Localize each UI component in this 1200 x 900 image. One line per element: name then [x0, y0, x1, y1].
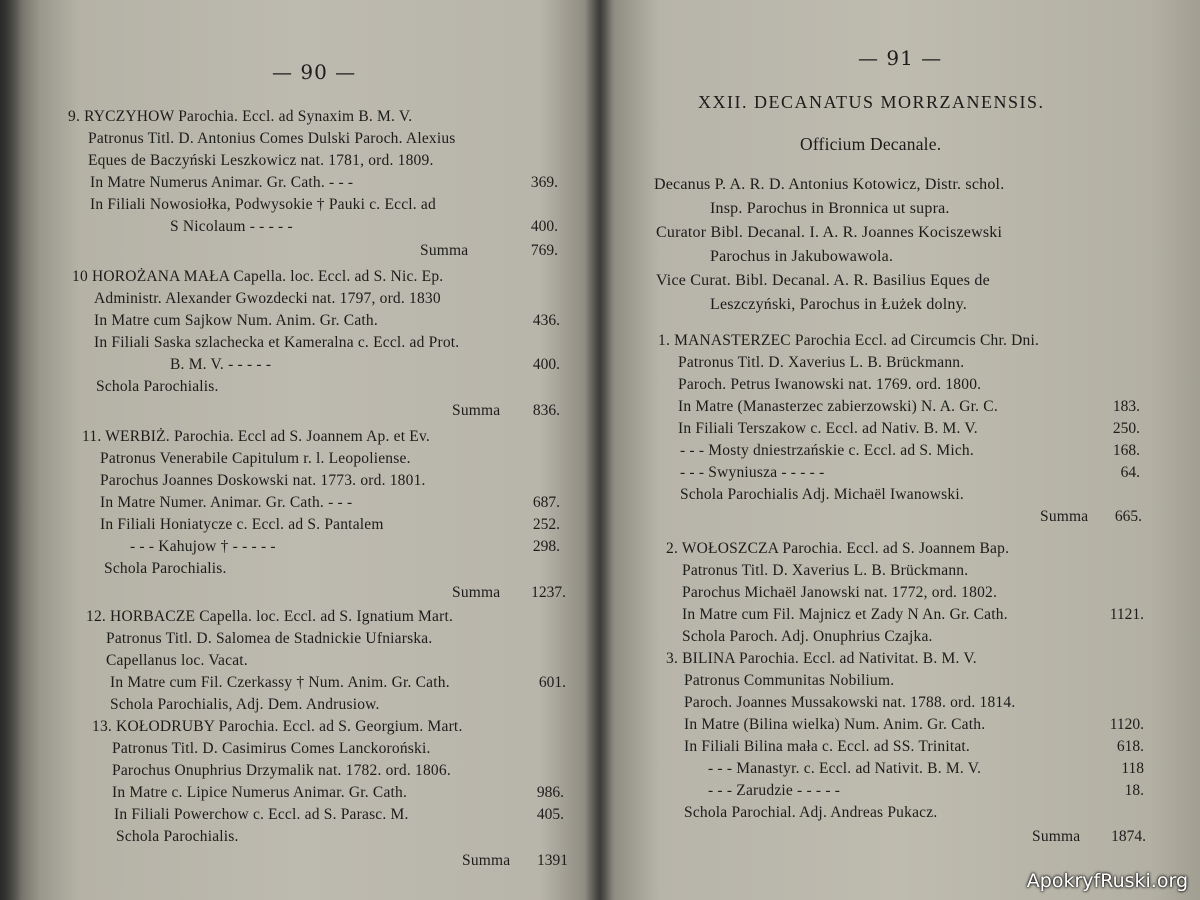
- text-line: Administr. Alexander Gwozdecki nat. 1797, ord. 1830: [94, 290, 441, 307]
- section-heading: XXII. DECANATUS MORRZANENSIS.: [698, 92, 1045, 112]
- text-value: 601.: [538, 674, 566, 691]
- text-line: Patronus Titl. D. Antonius Comes Dulski Paroch. Alexius: [88, 130, 456, 147]
- summa-value: 665.: [1114, 508, 1142, 525]
- text-line: Decanus P. A. R. D. Antonius Kotowicz, Distr. schol.: [654, 176, 1005, 193]
- text-line: Parochus Joannes Doskowski nat. 1773. ord. 1801.: [100, 472, 426, 489]
- summa-value: 769.: [530, 242, 558, 259]
- text-line: - - - Kahujow † - - - - -: [130, 538, 276, 555]
- text-line: - - - Manastyr. c. Eccl. ad Nativit. B. M. V.: [708, 760, 982, 777]
- text-line: 12. HORBACZE Capella. loc. Eccl. ad S. Ignatium Mart.: [86, 608, 454, 625]
- summa-label: Summa: [452, 584, 501, 601]
- summa-value: 1391: [537, 852, 568, 869]
- text-line: B. M. V. - - - - -: [170, 356, 272, 373]
- text-line: Parochus Onuphrius Drzymalik nat. 1782. ord. 1806.: [112, 762, 451, 779]
- text-value: 64.: [1120, 464, 1140, 481]
- text-line: Schola Parochialis.: [116, 828, 239, 845]
- right-page: [600, 0, 1200, 900]
- text-line: Parochus in Jakubowawola.: [710, 248, 894, 265]
- text-line: 10 HOROŻANA MAŁA Capella. loc. Eccl. ad S. Nic. Ep.: [72, 268, 444, 285]
- text-line: Patronus Titl. D. Xaverius L. B. Brückmann.: [682, 562, 969, 579]
- summa-value: 1237.: [531, 584, 566, 601]
- text-line: Parochus Michaël Janowski nat. 1772, ord. 1802.: [682, 584, 998, 601]
- text-value: 687.: [532, 494, 560, 511]
- text-value: 168.: [1112, 442, 1140, 459]
- summa-value: 1874.: [1111, 828, 1146, 845]
- text-line: Paroch. Petrus Iwanowski nat. 1769. ord. 1800.: [678, 376, 982, 393]
- text-value: 18.: [1124, 782, 1144, 799]
- text-line: 3. BILINA Parochia. Eccl. ad Nativitat. B. M. V.: [666, 650, 977, 667]
- text-value: 250.: [1112, 420, 1140, 437]
- text-value: 400.: [532, 356, 560, 373]
- text-line: In Filiali Powerchow c. Eccl. ad S. Parasc. M.: [114, 806, 409, 823]
- text-line: In Matre cum Sajkow Num. Anim. Gr. Cath.: [94, 312, 378, 329]
- text-line: Paroch. Joannes Mussakowski nat. 1788. ord. 1814.: [684, 694, 1016, 711]
- text-line: In Matre (Bilina wielka) Num. Anim. Gr. Cath.: [684, 716, 986, 733]
- text-value: 400.: [530, 218, 558, 235]
- summa-label: Summa: [420, 242, 469, 259]
- text-line: Schola Parochialis Adj. Michaël Iwanowski.: [680, 486, 964, 503]
- page-number: — 90 —: [272, 60, 357, 84]
- text-value: 1120.: [1109, 716, 1144, 733]
- summa-label: Summa: [1040, 508, 1089, 525]
- text-line: 2. WOŁOSZCZA Parochia. Eccl. ad S. Joannem Bap.: [666, 540, 1010, 557]
- text-line: In Filiali Bilina mała c. Eccl. ad SS. Trinitat.: [684, 738, 970, 755]
- text-line: Schola Paroch. Adj. Onuphrius Czajka.: [682, 628, 933, 645]
- text-line: 9. RYCZYHOW Parochia. Eccl. ad Synaxim B. M. V.: [68, 108, 413, 125]
- text-line: In Filiali Saska szlachecka et Kameralna c. Eccl. ad Prot.: [94, 334, 460, 351]
- text-line: In Matre c. Lipice Numerus Animar. Gr. Cath.: [112, 784, 408, 801]
- text-value: 369.: [530, 174, 558, 191]
- text-value: 252.: [532, 516, 560, 533]
- section-subheading: Officium Decanale.: [800, 134, 942, 154]
- text-value: 118: [1121, 760, 1144, 777]
- page-number: — 91 —: [858, 46, 943, 70]
- text-line: 11. WERBIŻ. Parochia. Eccl ad S. Joannem Ap. et Ev.: [82, 428, 430, 445]
- text-line: Patronus Titl. D. Casimirus Comes Lanckoroński.: [112, 740, 431, 757]
- text-line: In Filiali Honiatycze c. Eccl. ad S. Pantalem: [100, 516, 384, 533]
- text-value: 1121.: [1109, 606, 1144, 623]
- text-value: 405.: [536, 806, 564, 823]
- text-line: - - - Mosty dniestrzańskie c. Eccl. ad S. Mich.: [680, 442, 974, 459]
- text-line: 1. MANASTERZEC Parochia Eccl. ad Circumcis Chr. Dni.: [658, 332, 1040, 349]
- text-value: 298.: [532, 538, 560, 555]
- text-line: Insp. Parochus in Bronnica ut supra.: [710, 200, 950, 217]
- summa-value: 836.: [532, 402, 560, 419]
- text-line: - - - Zarudzie - - - - -: [708, 782, 841, 799]
- text-line: Curator Bibl. Decanal. I. A. R. Joannes Kociszewski: [656, 224, 1003, 241]
- text-line: Patronus Titl. D. Salomea de Stadnickie Ufniarska.: [106, 630, 433, 647]
- text-line: In Matre Numerus Animar. Gr. Cath. - - -: [90, 174, 354, 191]
- text-line: Schola Parochial. Adj. Andreas Pukacz.: [684, 804, 938, 821]
- text-line: Patronus Communitas Nobilium.: [684, 672, 895, 689]
- text-line: In Matre cum Fil. Czerkassy † Num. Anim. Gr. Cath.: [110, 674, 450, 691]
- watermark-text: ApokryfRuski.org: [1026, 870, 1188, 892]
- text-line: Vice Curat. Bibl. Decanal. A. R. Basilius Eques de: [656, 272, 990, 289]
- text-line: Schola Parochialis.: [104, 560, 227, 577]
- text-line: S Nicolaum - - - - -: [170, 218, 293, 235]
- text-line: Patronus Venerabile Capitulum r. l. Leopoliense.: [100, 450, 411, 467]
- text-line: In Filiali Nowosiołka, Podwysokie † Pauki c. Eccl. ad: [90, 196, 436, 213]
- text-line: Patronus Titl. D. Xaverius L. B. Brückmann.: [678, 354, 965, 371]
- summa-label: Summa: [462, 852, 511, 869]
- summa-label: Summa: [452, 402, 501, 419]
- text-value: 618.: [1116, 738, 1144, 755]
- text-line: Schola Parochialis, Adj. Dem. Andrusiow.: [110, 696, 380, 713]
- text-line: Schola Parochialis.: [96, 378, 219, 395]
- text-value: 436.: [532, 312, 560, 329]
- text-value: 986.: [536, 784, 564, 801]
- text-line: In Filiali Terszakow c. Eccl. ad Nativ. B. M. V.: [678, 420, 978, 437]
- text-line: Leszczyński, Parochus in Łużek dolny.: [710, 296, 967, 313]
- text-line: Eques de Baczyński Leszkowicz nat. 1781, ord. 1809.: [88, 152, 434, 169]
- text-line: In Matre cum Fil. Majnicz et Zady N An. Gr. Cath.: [682, 606, 1008, 623]
- text-line: 13. KOŁODRUBY Parochia. Eccl. ad S. Georgium. Mart.: [92, 718, 463, 735]
- text-value: 183.: [1112, 398, 1140, 415]
- summa-label: Summa: [1032, 828, 1081, 845]
- text-line: Capellanus loc. Vacat.: [106, 652, 248, 669]
- text-line: - - - Swyniusza - - - - -: [680, 464, 825, 481]
- text-line: In Matre (Manasterzec zabierzowski) N. A. Gr. C.: [678, 398, 998, 415]
- text-line: In Matre Numer. Animar. Gr. Cath. - - -: [100, 494, 353, 511]
